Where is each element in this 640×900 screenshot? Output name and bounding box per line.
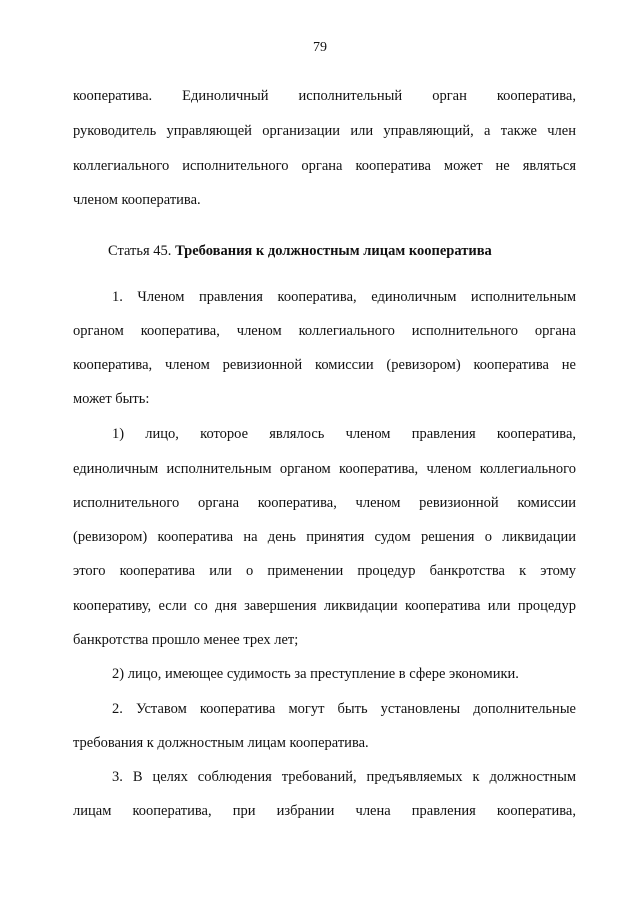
article-number: Статья 45. [108,243,172,259]
text-line: может быть: [73,391,150,407]
text-line: членом кооператива. [73,192,201,208]
article-title: Требования к должностным лицам кооператива [175,243,492,259]
text-line: 3. В целях соблюдения требований, предъявляемых к должностным [112,769,576,785]
text-line: руководитель управляющей организации или управляющий, а также член [73,123,576,139]
text-line: требования к должностным лицам кооператива. [73,735,369,751]
text-line: 2) лицо, имеющее судимость за преступление в сфере экономики. [112,666,519,682]
text-line: кооператива, членом ревизионной комиссии (ревизором) кооператива не [73,357,576,373]
article-heading [108,241,492,261]
text-line: 2. Уставом кооператива могут быть установлены дополнительные [112,701,576,717]
text-line: органом кооператива, членом коллегиального исполнительного органа [73,323,576,339]
text-line: исполнительного органа кооператива, членом ревизионной комиссии [73,495,576,511]
text-line: этого кооператива или о применении процедур банкротства к этому [73,563,576,579]
page-number: 79 [313,40,327,55]
text-line: банкротства прошло менее трех лет; [73,632,299,648]
text-line: единоличным исполнительным органом кооператива, членом коллегиального [73,461,576,477]
text-line: коллегиального исполнительного органа кооператива может не являться [73,158,576,174]
text-line: кооператива. Единоличный исполнительный орган кооператива, [73,88,576,104]
text-line: 1) лицо, которое являлось членом правления кооператива, [112,426,576,442]
text-line: лицам кооператива, при избрании члена правления кооператива, [73,803,576,819]
text-line: (ревизором) кооператива на день принятия судом решения о ликвидации [73,529,576,545]
text-line: 1. Членом правления кооператива, единоличным исполнительным [112,289,576,305]
text-line: кооперативу, если со дня завершения ликвидации кооператива или процедур [73,598,576,614]
